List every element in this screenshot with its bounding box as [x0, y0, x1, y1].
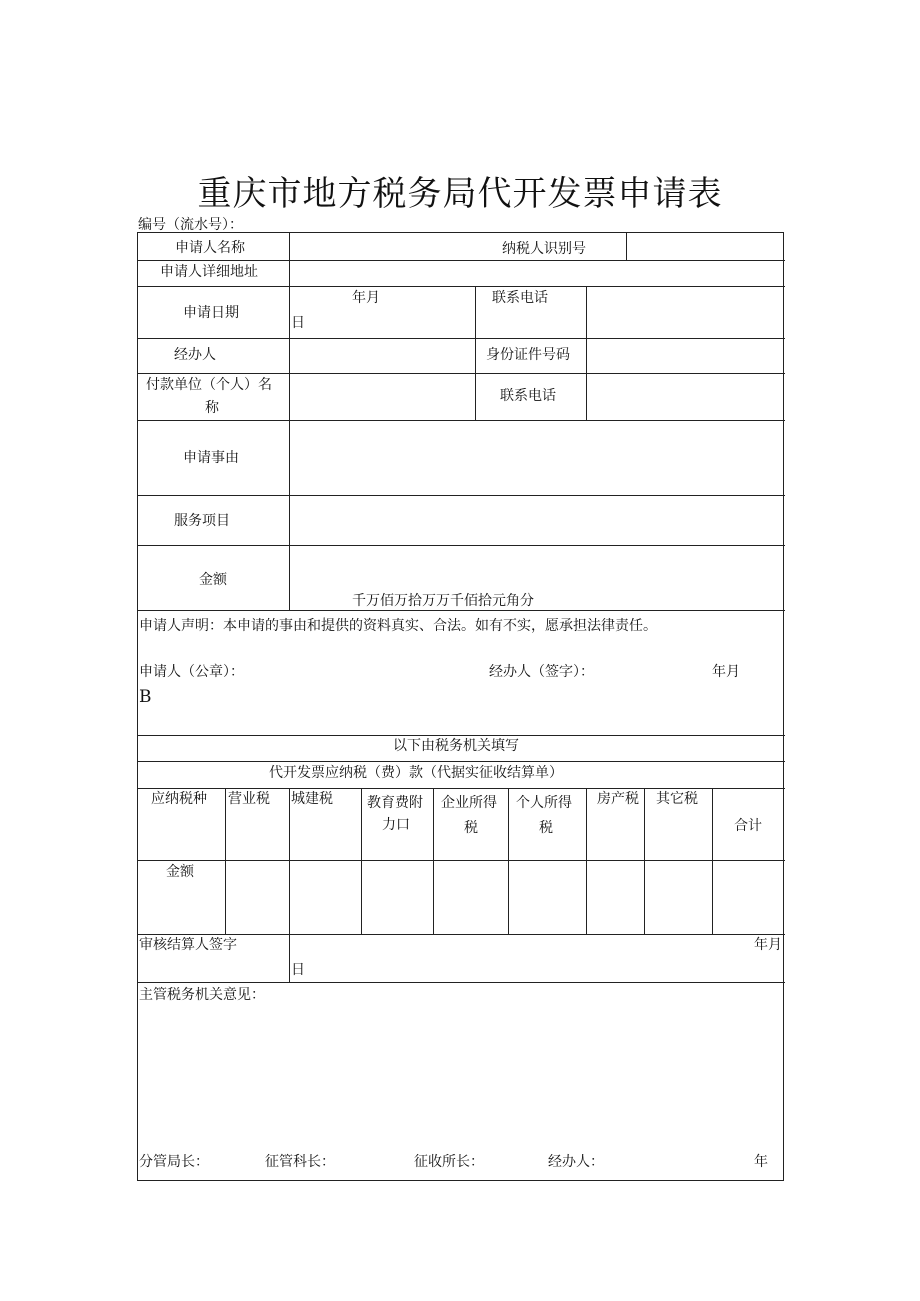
apply-date-year-month: 年月 [352, 290, 380, 306]
amount-units: 千万佰万拾万万千佰拾元角分 [352, 593, 534, 609]
education-surcharge-header-line1: 教育费附 [367, 795, 423, 811]
payer-field[interactable] [290, 374, 474, 419]
city-tax-header: 城建税 [291, 791, 333, 807]
declaration-text: 申请人声明：本申请的事由和提供的资料真实、合法。如有不实，愿承担法律责任。 [139, 618, 657, 634]
row-line [138, 982, 785, 983]
amount-field[interactable] [290, 546, 783, 591]
other-tax-amount[interactable] [645, 861, 711, 933]
contact-phone-label: 联系电话 [492, 290, 548, 306]
business-tax-amount[interactable] [226, 861, 288, 933]
id-number-field[interactable] [587, 339, 783, 372]
personal-income-tax-header-line2: 税 [539, 820, 553, 836]
id-number-label: 身份证件号码 [486, 347, 570, 363]
applicant-seal-label: 申请人（公章）： [139, 664, 244, 680]
handler-label: 经办人： [548, 1154, 604, 1170]
property-tax-amount[interactable] [587, 861, 643, 933]
property-tax-header: 房产税 [597, 791, 639, 807]
serial-number-label: 编号（流水号）： [138, 217, 243, 233]
tax-office-fill-heading: 以下由税务机关填写 [393, 738, 519, 754]
service-item-label: 服务项目 [174, 513, 230, 529]
row-line [138, 735, 785, 736]
auditor-sign-field[interactable] [290, 935, 783, 981]
declaration-day: B [139, 687, 152, 707]
section-chief-label: 征管科长： [265, 1154, 335, 1170]
payer-label-line2: 称 [205, 400, 219, 416]
agent-label: 经办人 [174, 347, 216, 363]
agent-field[interactable] [290, 339, 474, 372]
reason-field[interactable] [290, 421, 783, 494]
audit-year-month: 年月 [754, 937, 782, 953]
taxpayer-id-field[interactable] [627, 234, 783, 259]
reason-label: 申请事由 [183, 450, 239, 466]
row-line [138, 788, 785, 789]
personal-income-tax-header-line1: 个人所得 [516, 795, 572, 811]
business-tax-header: 营业税 [228, 791, 270, 807]
personal-income-tax-amount[interactable] [509, 861, 585, 933]
education-surcharge-header-line2: 力口 [382, 817, 410, 833]
taxpayer-id-label: 纳税人识别号 [502, 241, 586, 257]
audit-day: 日 [291, 962, 305, 978]
auditor-sign-label: 审核结算人签字 [139, 937, 237, 953]
station-chief-label: 征收所长： [414, 1154, 484, 1170]
education-surcharge-amount[interactable] [362, 861, 432, 933]
total-amount[interactable] [713, 861, 783, 933]
application-form-table [137, 232, 784, 1181]
total-header: 合计 [734, 818, 762, 834]
payer-label-line1: 付款单位（个人）名 [146, 377, 272, 393]
corporate-income-tax-header-line1: 企业所得 [441, 795, 497, 811]
contact-phone-field[interactable] [587, 287, 783, 337]
row-line [138, 610, 785, 611]
tax-office-opinion-field[interactable] [139, 1005, 783, 1145]
form-title: 重庆市地方税务局代开发票申请表 [197, 174, 723, 214]
declaration-year-month: 年月 [712, 664, 740, 680]
contact-phone-2-label: 联系电话 [500, 388, 556, 404]
applicant-name-label: 申请人名称 [175, 240, 245, 256]
final-year-label: 年 [754, 1154, 768, 1170]
deputy-director-label: 分管局长： [139, 1154, 209, 1170]
column-line [475, 286, 476, 420]
row-line [138, 761, 785, 762]
tax-office-opinion-label: 主管税务机关意见： [139, 987, 265, 1003]
tax-calc-heading: 代开发票应纳税（费）款（代据实征收结算单） [269, 765, 563, 781]
tax-amount-label: 金额 [166, 864, 194, 880]
corporate-income-tax-amount[interactable] [434, 861, 507, 933]
apply-date-day: 日 [291, 315, 305, 331]
apply-date-label: 申请日期 [183, 305, 239, 321]
tax-type-header: 应纳税种 [151, 791, 207, 807]
corporate-income-tax-header-line2: 税 [464, 820, 478, 836]
city-tax-amount[interactable] [290, 861, 360, 933]
contact-phone-2-field[interactable] [587, 374, 783, 419]
address-field[interactable] [290, 261, 783, 285]
service-item-field[interactable] [290, 496, 783, 544]
other-tax-header: 其它税 [656, 791, 698, 807]
agent-sign-label: 经办人（签字）： [489, 664, 594, 680]
address-label: 申请人详细地址 [160, 264, 258, 280]
amount-label: 金额 [199, 572, 227, 588]
